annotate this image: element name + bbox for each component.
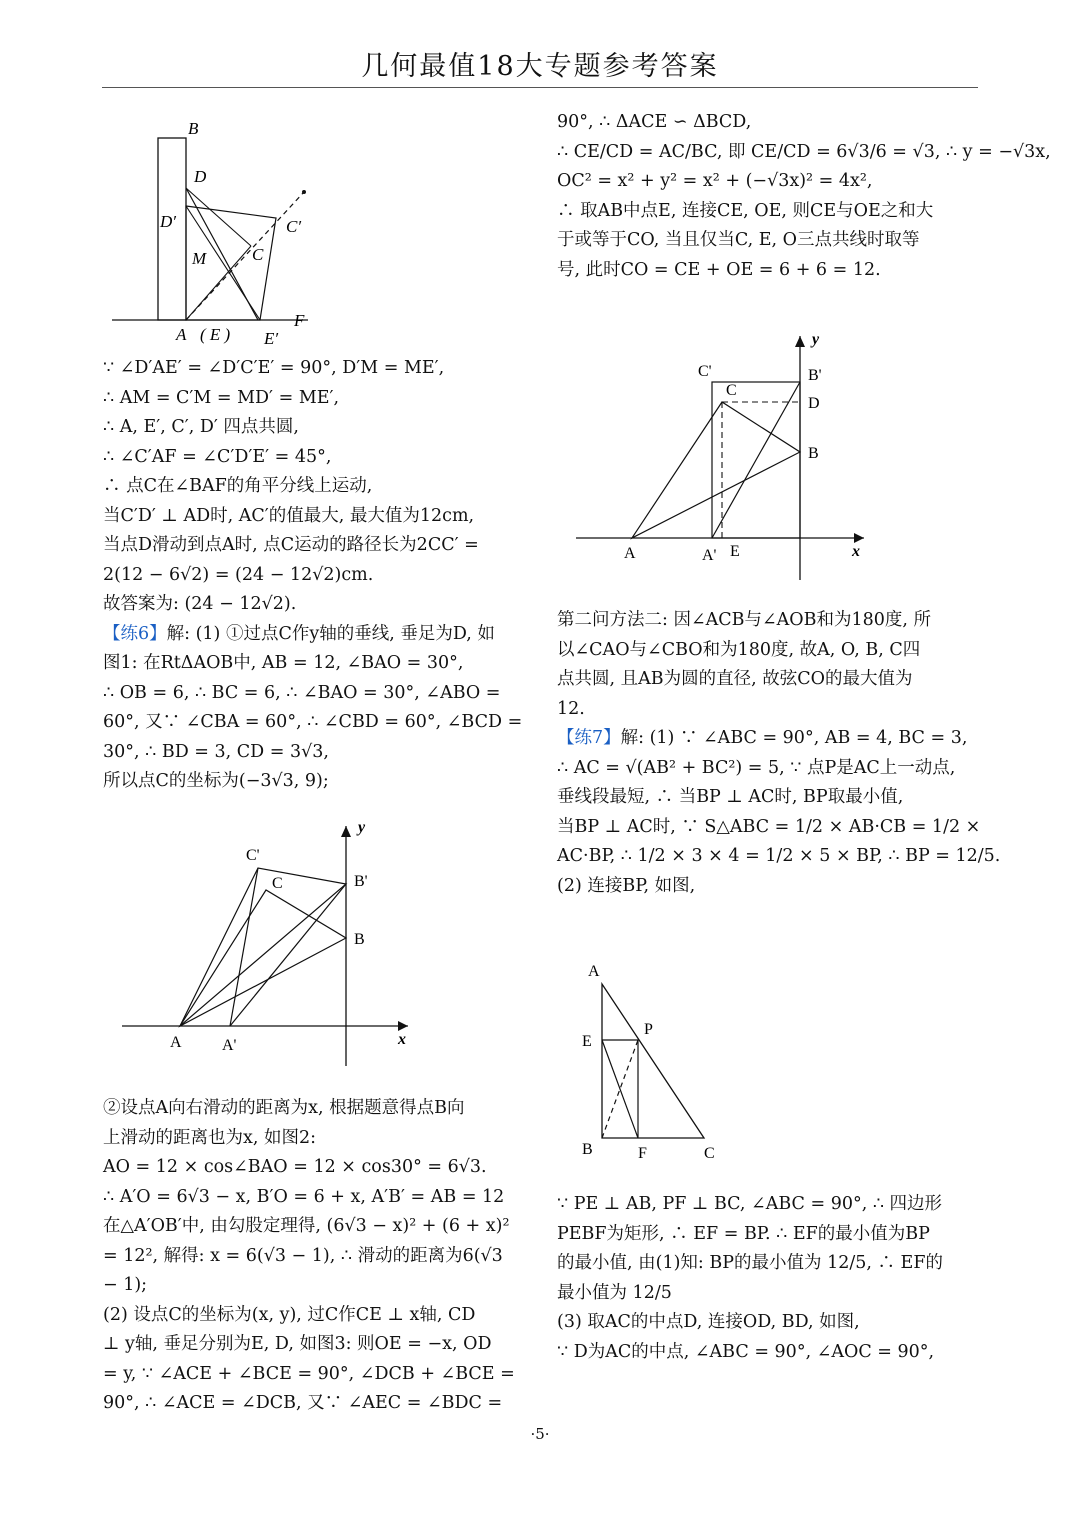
text-line: 的最小值, 由(1)知: BP的最小值为 12/5, ∴ EF的	[557, 1253, 943, 1273]
text-line: AC·BP, ∴ 1/2 × 3 × 4 = 1/2 × 5 × BP, ∴ BP = 12/5.	[557, 846, 1001, 866]
label-B-prime: B'	[354, 873, 368, 890]
text-line: 12.	[557, 698, 585, 719]
text-line: ∴ OB = 6, ∴ BC = 6, ∴ ∠BAO = 30°, ∠ABO =	[103, 682, 501, 703]
segment-a-prime-c-prime	[230, 868, 258, 1026]
text-line: ∴ ∠C′AF = ∠C′D′E′ = 45°,	[103, 446, 332, 467]
label-E: ( E )	[200, 325, 231, 344]
text-line: 60°, 又∵ ∠CBA = 60°, ∴ ∠CBD = 60°, ∠BCD =	[103, 712, 523, 732]
page-title: 几何最值18大专题参考答案	[361, 51, 719, 82]
right-block-4	[557, 1190, 982, 1367]
segment-a-prime-b-prime	[230, 884, 346, 1026]
segment-dc	[186, 188, 251, 246]
figure-2-coordinate	[118, 812, 418, 1074]
text-line: ∴ 取AB中点E, 连接CE, OE, 则CE与OE之和大	[557, 200, 934, 221]
text-line: 点共圆, 且AB为圆的直径, 故弦CO的最大值为	[557, 669, 913, 689]
label-F: F	[294, 311, 305, 330]
right-block-2	[557, 606, 1001, 901]
text-line: − 1);	[103, 1275, 148, 1295]
page-number: ·5·	[530, 1425, 550, 1443]
text-line: PEBF为矩形, ∴ EF = BP. ∴ EF的最小值为BP	[557, 1223, 930, 1244]
label-C-prime: C'	[698, 363, 712, 380]
text-line: ∴ A, E′, C′, D′ 四点共圆,	[103, 417, 299, 437]
label-E: E	[730, 543, 740, 560]
y-axis-arrow	[795, 336, 805, 347]
label-C-prime: C'	[246, 847, 260, 864]
label-B: B	[582, 1141, 593, 1158]
text-line: ∵ D为AC的中点, ∠ABC = 90°, ∠AOC = 90°,	[557, 1341, 935, 1362]
figure-1-sliding-square	[108, 112, 328, 352]
segment-a-prime-b-prime	[712, 382, 800, 538]
text-line: 90°, ∴ ∠ACE = ∠DCB, 又∵ ∠AEC = ∠BDC =	[103, 1393, 503, 1413]
label-C: C	[252, 245, 264, 264]
x-axis-arrow	[398, 1021, 408, 1031]
text-line: 解: (1) ①过点C作y轴的垂线, 垂足为D, 如	[166, 623, 495, 644]
label-C: C	[726, 382, 737, 399]
text-line: ∴ 点C在∠BAF的角平分线上运动,	[103, 476, 373, 496]
figure-4-right-triangle	[576, 956, 726, 1164]
exercise-7-tag: 【练7】	[557, 728, 621, 748]
triangle-prime	[180, 868, 346, 1026]
label-E-prime: E′	[264, 329, 279, 348]
label-P: P	[644, 1021, 653, 1038]
left-block-3	[103, 1094, 528, 1419]
text-line: ∴ CE/CD = AC/BC, 即 CE/CD = 6√3/6 = √3, ∴ y = −√3x,	[557, 141, 1051, 162]
text-line: 第二问方法二: 因∠ACB与∠AOB和为180度, 所	[557, 610, 932, 630]
label-D: D	[194, 167, 207, 186]
text-line: 2(12 − 6√2) = (24 − 12√2)cm.	[103, 564, 374, 585]
label-D-prime: D′	[160, 212, 176, 231]
exercise-6-tag: 【练6】	[103, 623, 167, 644]
left-block-1	[103, 354, 528, 797]
text-line: ∴ AC = √(AB² + BC²) = 5, ∵ 点P是AC上一动点,	[557, 757, 956, 778]
triangle-original	[632, 402, 800, 538]
text-line: = y, ∵ ∠ACE + ∠BCE = 90°, ∠DCB + ∠BCE =	[103, 1363, 515, 1384]
text-line: ∴ A′O = 6√3 − x, B′O = 6 + x, A′B′ = AB = 12	[103, 1186, 505, 1207]
text-line: 当C′D′ ⊥ AD时, AC′的值最大, 最大值为12cm,	[103, 505, 475, 526]
text-line: 当BP ⊥ AC时, ∵ S△ABC = 1/2 × AB·CB = 1/2 ×	[557, 816, 981, 837]
figure-3-coordinate	[572, 328, 872, 584]
text-line: 图1: 在RtΔAOB中, AB = 12, ∠BAO = 30°,	[103, 653, 464, 673]
text-line: ②设点A向右滑动的距离为x, 根据题意得点B向	[103, 1098, 465, 1118]
header-divider	[102, 87, 978, 88]
label-B: B	[354, 931, 365, 948]
label-A-prime: A'	[702, 547, 717, 564]
segment-ef	[602, 1040, 638, 1138]
label-A: A	[170, 1034, 182, 1051]
label-C-prime: C′	[286, 217, 302, 236]
triangle-original	[180, 890, 346, 1026]
label-D: D	[808, 395, 820, 412]
text-line: 当点D滑动到点A时, 点C运动的路径长为2CC′ =	[103, 535, 479, 555]
text-line: AO = 12 × cos∠BAO = 12 × cos30° = 6√3.	[103, 1157, 487, 1177]
text-line: 垂线段最短, ∴ 当BP ⊥ AC时, BP取最小值,	[557, 787, 904, 807]
text-line: ∵ PE ⊥ AB, PF ⊥ BC, ∠ABC = 90°, ∴ 四边形	[557, 1194, 943, 1214]
label-A: A	[176, 325, 187, 344]
label-A: A	[588, 963, 600, 980]
text-line: 上滑动的距离也为x, 如图2:	[103, 1127, 317, 1148]
text-line: ⊥ y轴, 垂足分别为E, D, 如图3: 则OE = −x, OD	[103, 1334, 492, 1354]
text-line: (2) 设点C的坐标为(x, y), 过C作CE ⊥ x轴, CD	[103, 1304, 476, 1325]
text-line: OC² = x² + y² = x² + (−√3x)² = 4x²,	[557, 171, 873, 191]
label-C: C	[272, 875, 283, 892]
triangle-abc	[602, 984, 704, 1138]
label-A-prime: A'	[222, 1037, 237, 1054]
label-x: x	[398, 1031, 406, 1048]
text-line: 解: (1) ∵ ∠ABC = 90°, AB = 4, BC = 3,	[620, 728, 968, 748]
text-line: 于或等于CO, 当且仅当C, E, O三点共线时取等	[557, 230, 920, 250]
label-M: M	[192, 249, 207, 268]
label-y: y	[812, 331, 820, 348]
text-line: 号, 此时CO = CE + OE = 6 + 6 = 12.	[557, 259, 881, 280]
text-line: ∵ ∠D′AE′ = ∠D′C′E′ = 90°, D′M = ME′,	[103, 358, 445, 378]
label-C: C	[704, 1145, 715, 1162]
label-A: A	[624, 545, 636, 562]
bisector-end-dot	[302, 190, 306, 194]
label-B: B	[808, 445, 819, 462]
exercise-6-first-line	[103, 620, 528, 650]
x-axis-arrow	[854, 533, 864, 543]
text-line: 在△A′OB′中, 由勾股定理得, (6√3 − x)² + (6 + x)²	[103, 1216, 510, 1236]
text-line: 以∠CAO与∠CBO和为180度, 故A, O, B, C四	[557, 639, 921, 660]
label-y: y	[358, 819, 366, 836]
text-line: (3) 取AC的中点D, 连接OD, BD, 如图,	[557, 1312, 860, 1332]
right-block-1	[557, 108, 1051, 285]
label-F: F	[638, 1145, 647, 1162]
label-B: B	[188, 119, 199, 138]
text-line: 故答案为: (24 − 12√2).	[103, 594, 297, 614]
text-line: 最小值为 12/5	[557, 1282, 672, 1303]
exercise-7-first-line	[557, 724, 982, 754]
label-E: E	[582, 1033, 592, 1050]
text-line: 所以点C的坐标为(−3√3, 9);	[103, 771, 329, 791]
text-line: (2) 连接BP, 如图,	[557, 875, 696, 896]
label-B-prime: B'	[808, 367, 822, 384]
label-x: x	[852, 543, 860, 560]
text-line: = 12², 解得: x = 6(√3 − 1), ∴ 滑动的距离为6(√3	[103, 1245, 503, 1266]
text-line: ∴ AM = C′M = MD′ = ME′,	[103, 387, 340, 408]
text-line: 30°, ∴ BD = 3, CD = 3√3,	[103, 741, 329, 762]
y-axis-arrow	[341, 826, 351, 837]
text-line: 90°, ∴ ΔACE ∽ ΔBCD,	[557, 112, 752, 132]
